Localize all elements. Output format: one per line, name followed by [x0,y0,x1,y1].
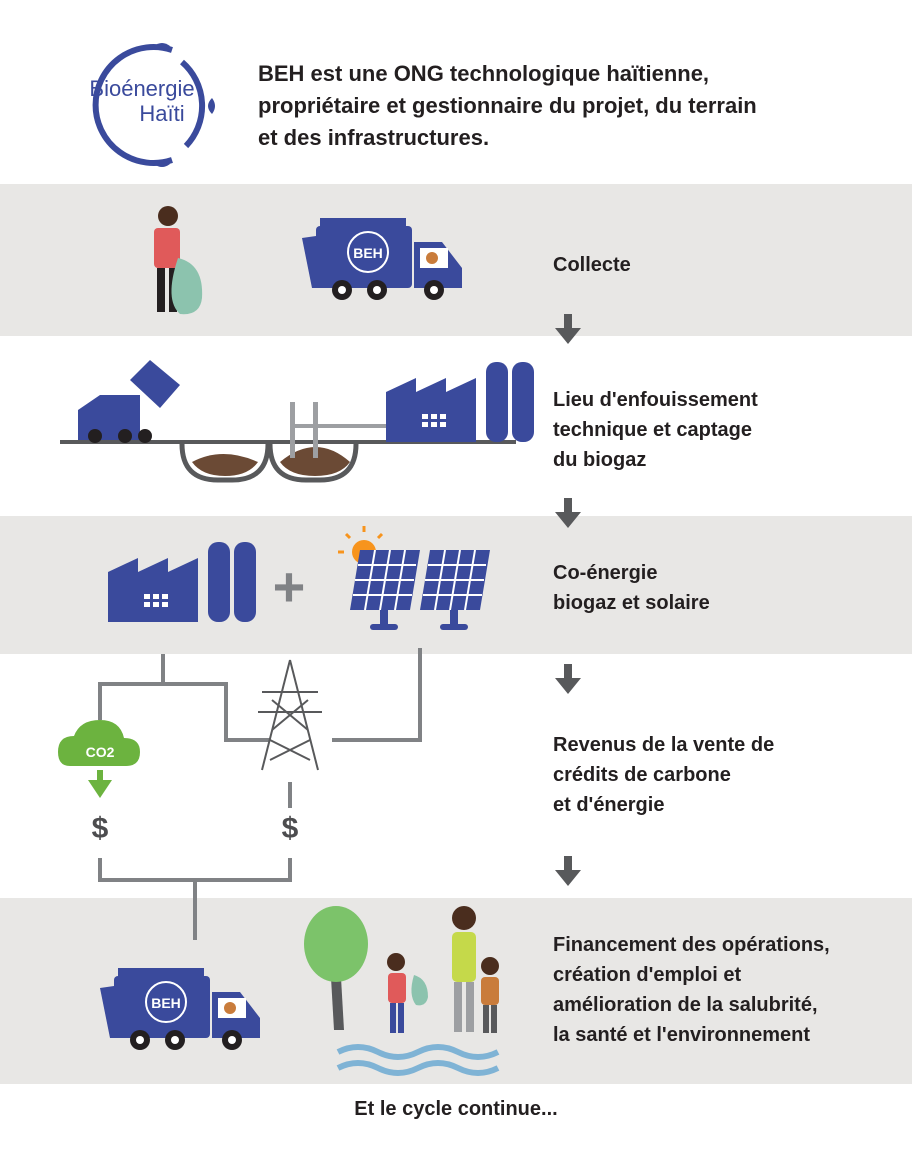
step-3-line-1: Co-énergie [553,562,658,584]
biogas-factory-icon [108,542,256,622]
biogas-plant-icon [386,362,534,442]
step-5-line-4: la santé et l'environnement [553,1024,811,1046]
intro-line-2: propriétaire et gestionnaire du projet, du terrain [258,93,757,118]
step-revenus [553,730,774,820]
energy-connector-lines [100,648,420,940]
step-5-line-2: création d'emploi et [553,964,742,986]
solar-panel-icon-1 [350,550,420,630]
step-4-line-1: Revenus de la vente de [553,734,775,756]
step-collecte [553,250,631,280]
step-enfouissement [553,385,758,475]
intro-line-3: et des infrastructures. [258,125,490,150]
down-arrow-icon-4 [555,856,581,886]
step-4-line-2: crédits de carbone [553,764,731,786]
down-arrow-icon-2 [555,498,581,528]
co2-down-arrow-icon [88,770,112,798]
intro-line-1: BEH est une ONG technologique haïtienne, [258,61,710,86]
step-co-energie [553,558,710,618]
dollar-sign-carbon: $ [91,812,109,845]
water-waves-icon [338,1047,498,1073]
step-financement [553,930,830,1050]
step-5-line-3: amélioration de la salubrité, [553,994,818,1016]
power-pylon-icon [258,660,322,770]
logo-line-2: Haïti [139,101,185,126]
down-arrow-icon-3 [555,664,581,694]
cycle-footer: Et le cycle continue... [354,1098,558,1120]
co2-label: CO2 [85,744,115,760]
dollar-sign-energy: $ [281,812,299,845]
collector-person-icon [154,206,202,314]
solar-panel-icon-2 [420,550,490,630]
step-2-line-1: Lieu d'enfouissement [553,389,758,411]
step-4-line-3: et d'énergie [553,794,665,816]
step-2-line-3: du biogaz [553,449,647,471]
step-2-line-2: technique et captage [553,419,752,441]
truck-label-1: BEH [353,245,383,261]
family-icon [387,906,499,1033]
truck-label-2: BEH [151,995,181,1011]
plus-sign: + [272,555,306,618]
down-arrow-icon-1 [555,314,581,344]
step-3-line-2: biogaz et solaire [553,592,710,614]
logo-line-1: Bioénergie [89,76,195,101]
step-5-line-1: Financement des opérations, [553,934,830,956]
step-1-line-1: Collecte [553,254,631,276]
tree-icon [304,906,368,1030]
